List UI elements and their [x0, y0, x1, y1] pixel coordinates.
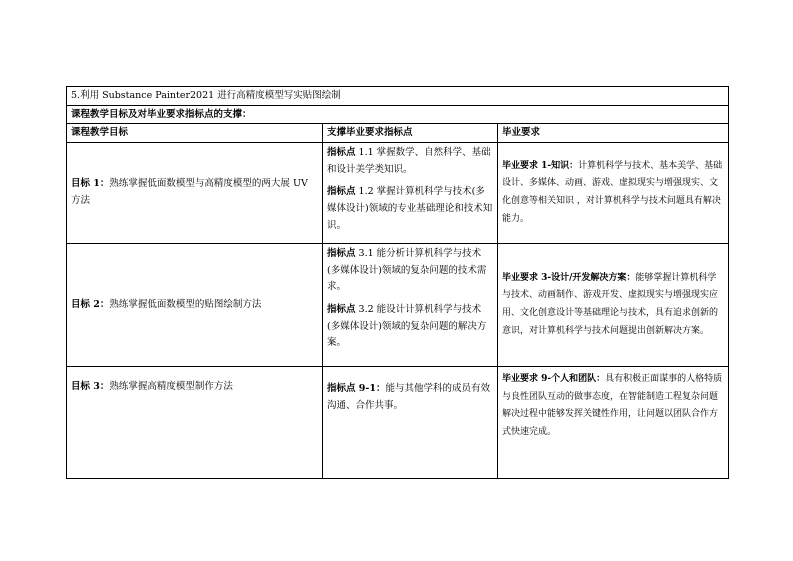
- requirement-text: 具有积极正面谋事的人格特质与良性团队互动的做事态度，在智能制造工程复杂问题解决过程中能够发挥关键性作用，让问题以团队合作方式快速完成。: [502, 374, 723, 437]
- course-objectives-table: [66, 86, 729, 479]
- table-subtitle: 课程教学目标及对毕业要求指标点的支撑：: [67, 106, 729, 124]
- goal-text: 熟练掌握高精度模型制作方法: [109, 381, 233, 392]
- goal-cell: [67, 367, 323, 479]
- header-requirement: 毕业要求: [498, 124, 729, 143]
- table-row: [67, 244, 729, 367]
- header-indicator: 支撑毕业要求指标点: [323, 124, 498, 143]
- indicator-label: 指标点: [327, 248, 356, 259]
- indicator-label: 指标点: [327, 303, 356, 315]
- indicator-cell: [323, 367, 498, 479]
- indicator-item: [327, 184, 493, 234]
- indicator-text: 3.2 能设计计算机科学与技术(多媒体设计)领域的复杂问题的解决方案。: [327, 303, 487, 349]
- goal-text: 熟练掌握低面数模型与高精度模型的两大展 UV 方法: [71, 178, 308, 206]
- goal-text: 熟练掌握低面数模型的贴图绘制方法: [109, 298, 262, 310]
- table-row: [67, 367, 729, 479]
- indicator-item: [327, 145, 493, 178]
- goal-label: 目标 3：: [71, 381, 110, 392]
- indicator-label: 指标点: [327, 186, 356, 198]
- indicator-label: 指标点: [327, 147, 356, 158]
- indicator-cell: [323, 143, 498, 244]
- indicator-text: 1.2 掌握计算机科学与技术(多媒体设计)领域的专业基础理论和技术知识。: [327, 186, 493, 231]
- requirement-label: 毕业要求 3-设计/开发解决方案：: [502, 272, 636, 283]
- requirement-cell: [498, 143, 729, 244]
- indicator-item: [327, 246, 493, 296]
- requirement-text: 能够掌握计算机科学与技术、动画制作、游戏开发、虚拟现实与增强现实应用、文化创意设计等基础理论与技术，具有追求创新的意识，对计算机科学与技术问题提出创新解决方案。: [502, 272, 719, 336]
- requirement-text: 计算机科学与技术、基本美学、基础设计、多媒体、动画、游戏、虚拟现实与增强现实、文化创意等相关知识 ，对计算机科学与技术问题具有解决能力。: [502, 160, 723, 224]
- table-title-row: [67, 87, 729, 106]
- indicator-item: [327, 381, 493, 414]
- goal-label: 目标 1：: [71, 178, 110, 190]
- indicator-label: 指标点 9-1：: [327, 383, 386, 394]
- goal-cell: [67, 143, 323, 244]
- requirement-label: 毕业要求 9-个人和团队：: [502, 374, 606, 384]
- indicator-text: 3.1 能分析计算机科学与技术(多媒体设计)领域的复杂问题的技术需求。: [327, 248, 487, 293]
- indicator-text: 1.1 掌握数学、自然科学、基础和设计美学类知识。: [327, 147, 491, 175]
- indicator-item: [327, 302, 493, 352]
- table-row: [67, 143, 729, 244]
- requirement-label: 毕业要求 1-知识：: [502, 160, 579, 171]
- goal-cell: [67, 244, 323, 367]
- table-subtitle-row: [67, 106, 729, 124]
- requirement-cell: [498, 244, 729, 367]
- goal-label: 目标 2：: [71, 298, 110, 310]
- header-course-goal: 课程教学目标: [67, 124, 323, 143]
- table-header-row: [67, 124, 729, 143]
- indicator-cell: [323, 244, 498, 367]
- indicator-text: 能与其他学科的成员有效沟通、合作共事。: [327, 383, 490, 411]
- table-title: 5.利用 Substance Painter2021 进行高精度模型写实贴图绘制: [67, 87, 729, 106]
- requirement-cell: [498, 367, 729, 479]
